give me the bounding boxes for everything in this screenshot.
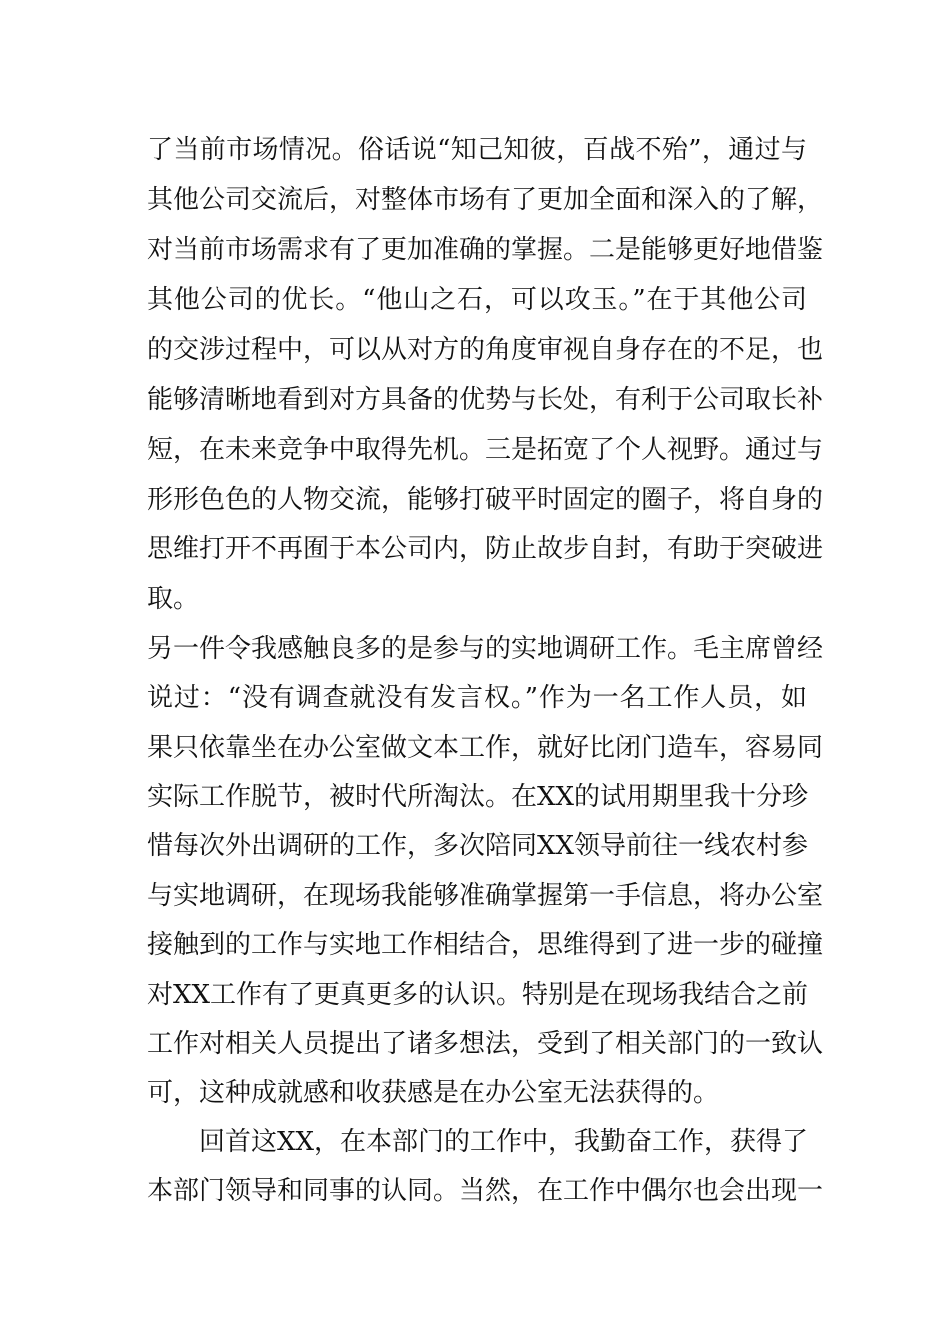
text-line: 对XX工作有了更真更多的认识。特别是在现场我结合之前 [147,980,809,1010]
text-line: 实际工作脱节，被时代所淘汰。在XX的试用期里我十分珍 [147,782,809,812]
text-line: 短，在未来竞争中取得先机。三是拓宽了个人视野。通过与 [147,435,824,465]
text-line: 形形色色的人物交流，能够打破平时固定的圈子，将自身的 [147,485,824,515]
text-line: 取。 [147,584,200,614]
text-line: 思维打开不再囿于本公司内，防止故步自封，有助于突破进 [147,534,824,564]
text-line: 能够清晰地看到对方具备的优势与长处，有利于公司取长补 [147,385,824,415]
paragraph-first-line: 回首这XX，在本部门的工作中，我勤奋工作，获得了 [199,1127,809,1157]
text-line: 另一件令我感触良多的是参与的实地调研工作。毛主席曾经 [147,634,824,664]
text-line: 工作对相关人员提出了诸多想法，受到了相关部门的一致认 [147,1029,824,1059]
text-line: 说过：“没有调查就没有发言权。”作为一名工作人员，如 [147,683,807,713]
text-line: 果只依靠坐在办公室做文本工作，就好比闭门造车，容易同 [147,733,824,763]
text-line: 接触到的工作与实地工作相结合，思维得到了进一步的碰撞 [147,930,824,960]
text-line: 与实地调研，在现场我能够准确掌握第一手信息，将办公室 [147,881,824,911]
text-line: 的交涉过程中，可以从对方的角度审视自身存在的不足，也 [147,335,824,365]
text-line: 本部门领导和同事的认同。当然，在工作中偶尔也会出现一 [147,1176,824,1206]
text-line: 其他公司交流后，对整体市场有了更加全面和深入的了解， [147,185,824,215]
text-line: 其他公司的优长。“他山之石，可以攻玉。”在于其他公司 [147,285,807,315]
text-line: 对当前市场需求有了更加准确的掌握。二是能够更好地借鉴 [147,235,824,265]
text-line: 惜每次外出调研的工作，多次陪同XX领导前往一线农村参 [147,831,809,861]
text-line: 可，这种成就感和收获感是在办公室无法获得的。 [147,1078,720,1108]
text-line: 了当前市场情况。俗话说“知己知彼，百战不殆”，通过与 [147,135,807,165]
